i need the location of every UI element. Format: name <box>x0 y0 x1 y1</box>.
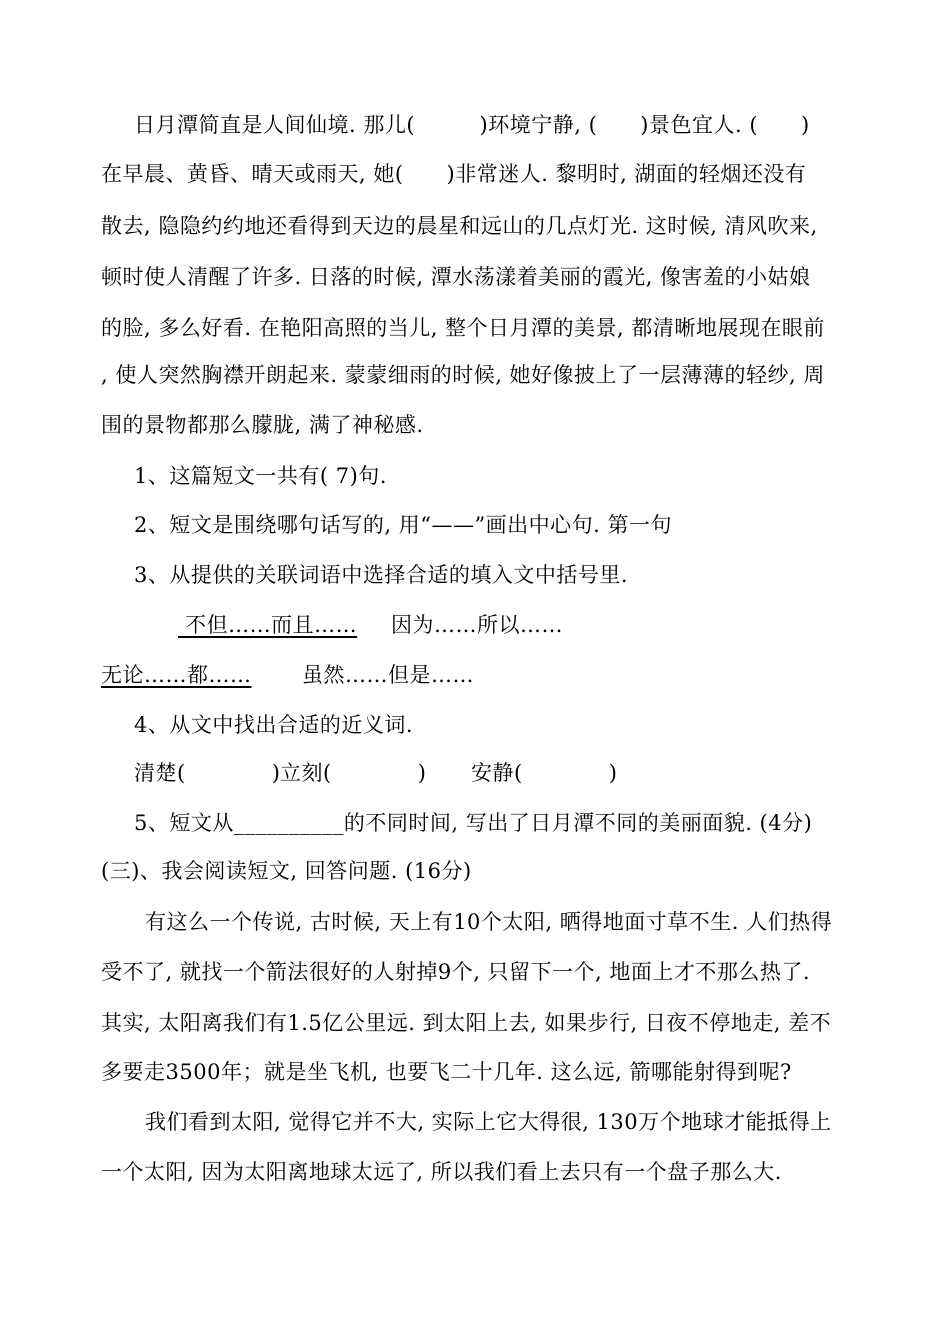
passage-line: 受不了, 就找一个箭法很好的人射掉9个, 只留下一个, 地面上才不那么热了. <box>101 960 811 984</box>
synonym-like: 立刻( ) <box>280 761 427 785</box>
passage-line: 日月潭简直是人间仙境. 那儿( )环境宁静, ( )景色宜人. ( ) <box>134 113 810 137</box>
option-suiran-danshi: 虽然……但是…… <box>302 663 474 687</box>
question-4: 4、从文中找出合适的近义词. <box>134 713 414 737</box>
passage-line: 在早晨、黄昏、晴天或雨天, 她( )非常迷人. 黎明时, 湖面的轻烟还没有 <box>101 162 807 186</box>
option-budan-erqie: 不但……而且…… <box>178 613 358 637</box>
synonym-qingchu: 清楚( ) <box>134 761 281 785</box>
passage-line: 我们看到太阳, 觉得它并不大, 实际上它大得很, 130万个地球才能抵得上 <box>145 1110 832 1134</box>
passage-line: 围的景物都那么朦胧, 满了神秘感. <box>101 413 424 437</box>
passage-line: 散去, 隐隐约约地还看得到天边的晨星和远山的几点灯光. 这时候, 清风吹来, <box>101 214 818 238</box>
passage-line: 有这么一个传说, 古时候, 天上有10个太阳, 晒得地面寸草不生. 人们热得 <box>145 910 833 934</box>
passage-line: 其实, 太阳离我们有1.5亿公里远. 到太阳上去, 如果步行, 日夜不停地走, 差不 <box>101 1011 832 1035</box>
option-wulun-dou: 无论……都…… <box>101 663 252 687</box>
passage-line: 多要走3500年；就是坐飞机, 也要飞二十几年. 这么远, 箭哪能射得到呢? <box>101 1060 792 1084</box>
section-3-heading: (三)、我会阅读短文, 回答问题. (16分) <box>101 859 472 883</box>
synonym-anjing: 安静( ) <box>471 761 618 785</box>
passage-line: , 使人突然胸襟开朗起来. 蒙蒙细雨的时候, 她好像披上了一层薄薄的轻纱, 周 <box>101 363 825 387</box>
passage-line: 的脸, 多么好看. 在艳阳高照的当儿, 整个日月潭的美景, 都清晰地展现在眼前 <box>101 316 825 340</box>
passage-line: 顿时使人清醒了许多. 日落的时候, 潭水荡漾着美丽的霞光, 像害羞的小姑娘 <box>101 265 811 289</box>
question-1: 1、这篇短文一共有( 7)句. <box>134 464 387 488</box>
option-yinwei-suoyi: 因为……所以…… <box>391 613 563 637</box>
question-2: 2、短文是围绕哪句话写的, 用“——”画出中心句. 第一句 <box>134 513 673 537</box>
passage-line: 一个太阳, 因为太阳离地球太远了, 所以我们看上去只有一个盘子那么大. <box>101 1160 782 1184</box>
question-5: 5、短文从__________的不同时间, 写出了日月潭不同的美丽面貌. (4分) <box>134 811 813 835</box>
question-3: 3、从提供的关联词语中选择合适的填入文中括号里. <box>134 563 629 587</box>
